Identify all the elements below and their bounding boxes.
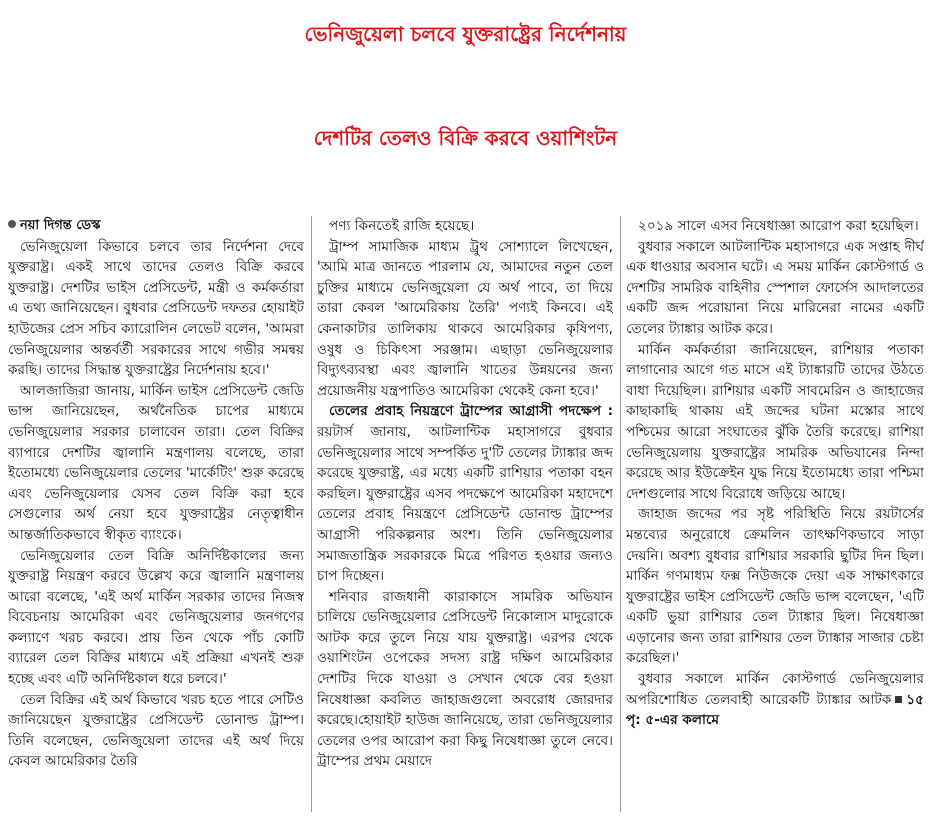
paragraph: ট্রাম্প সামাজিক মাধ্যম ট্রুথ সোশ্যালে লিখেছেন, 'আমি মাত্র জানতে পারলাম যে, আমাদের নতুন তেল চুক্তির মাধ্যমে ভেনিজুয়েলা যে অর্থ পাবে, তা দিয়ে তারা কেবল 'আমেরিকায় তৈরি' পণ্যই কিনবে। এই কেনাকাটার তালিকায় থাকবে আমেরিকার কৃষিপণ্য, ওষুধ ও চিকিৎসা সরঞ্জাম। এছাড়া ভেনিজুয়েলার বিদ্যুৎব্যবস্থা এবং জ্বালানি খাতের উন্নয়নের জন্য প্রয়োজনীয় যন্ত্রপাতিও আমেরিকা থেকেই কেনা হবে।': [317, 238, 613, 399]
square-bullet-icon: [895, 696, 902, 703]
paragraph: [626, 669, 924, 731]
bullet-icon: [8, 220, 16, 228]
paragraph-text: রয়টার্স জানায়, আটলান্টিক মহাসাগরে বুধবার ভেনিজুয়েলার সাথে সম্পর্কিত দু'টি তেলের ট্যাঙ্কার জব্দ করেছে যুক্তরাষ্ট্র, এর মধ্যে একটি রাশিয়ার পতাকা বহন করছিল। যুক্তরাষ্ট্রের এসব পদক্ষেপে আমেরিকা মহাদেশে তেলের প্রবাহ নিয়ন্ত্রণে প্রেসিডেন্ট ডোনাল্ড ট্রাম্পের আগ্রাসী পরিকল্পনার অংশ। তিনি ভেনিজুয়েলার সমাজতান্ত্রিক সরকারকে মিত্রে পরিণত হওয়ার জন্যও চাপ দিচ্ছেন।: [317, 423, 613, 585]
paragraph: পণ্য কিনতেই রাজি হয়েছে।: [329, 218, 475, 234]
column-divider: [311, 216, 312, 812]
paragraph: তেল বিক্রির এই অর্থ কিভাবে খরচ হতে পারে সেটিও জানিয়েছেন যুক্তরাষ্ট্রের প্রেসিডেন্ট ডোনাল্ড ট্রাম্প। তিনি বলেছেন, ভেনিজুয়েলা তাদের এই অর্থ দিয়ে কেবল আমেরিকার তৈরি: [8, 691, 304, 770]
paragraph: ভেনিজুয়েলার তেল বিক্রি অনির্দিষ্টকালের জন্য যুক্তরাষ্ট্র নিয়ন্ত্রণ করবে উল্লেখ করে জ্বালানি মন্ত্রণালয় আরো বলেছে, 'এই অর্থ মার্কিন সরকার তাদের নিজস্ব বিবেচনায় আমেরিকা এবং ভেনিজুয়েলার জনগণের কল্যাণে খরচ করবে। প্রায় তিন থেকে পাঁচ কোটি ব্যারেল তেল বিক্রির মাধ্যমে এই প্রক্রিয়া এখনই শুরু হচ্ছে এবং এটি অনির্দিষ্টকাল ধরে চলবে।': [8, 547, 304, 688]
continued-note[interactable]: ১৫ পৃ: ৫-এর কলামে: [626, 691, 924, 729]
headline-line-2: দেশটির তেলও বিক্রি করবে ওয়াশিংটন: [313, 126, 618, 150]
article-column-2: [317, 216, 613, 812]
article-column-1: [8, 216, 304, 812]
paragraph: বুধবার সকালে আটলান্টিক মহাসাগরে এক সপ্তাহ দীর্ঘ এক ধাওয়ার অবসান ঘটে। এ সময় মার্কিন কোস্টগার্ড ও দেশটির সামরিক বাহিনীর স্পেশাল ফোর্সেস আদালতের একটি জব্দ পরোয়ানা নিয়ে মারিনেরা নামের একটি তেলের ট্যাঙ্কার আটক করে।: [626, 238, 924, 337]
paragraph: জাহাজ জব্দের পর সৃষ্ট পরিস্থিতি নিয়ে রয়টার্সের মন্তব্যের অনুরোধে ক্রেমলিন তাৎক্ষণিকভাবে সাড়া দেয়নি। অবশ্য বুধবার রাশিয়ার সরকারি ছুটির দিন ছিল। মার্কিন গণমাধ্যম ফক্স নিউজকে দেয়া এক সাক্ষাৎকারে যুক্তরাষ্ট্রের ভাইস প্রেসিডেন্ট জেডি ভান্স বলেছেন, 'এটি একটি ভুয়া রাশিয়ার তেল ট্যাঙ্কার ছিল। নিষেধাজ্ঞা এড়ানোর জন্য তারা রাশিয়ার তেল ট্যাঙ্কার সাজার চেষ্টা করেছিল।': [626, 506, 924, 667]
column-divider: [620, 216, 621, 812]
sub-heading: তেলের প্রবাহ নিয়ন্ত্রণে ট্রাম্পের আগ্রাসী পদক্ষেপ: [329, 403, 602, 420]
paragraph-with-subheading: তেলের প্রবাহ নিয়ন্ত্রণে ট্রাম্পের আগ্রাসী পদক্ষেপ : রয়টার্স জানায়, আটলান্টিক মহাসাগরে বুধবার ভেনিজুয়েলার সাথে সম্পর্কিত দু'টি তেলের ট্যাঙ্কার জব্দ করেছে যুক্তরাষ্ট্র, এর মধ্যে একটি রাশিয়ার পতাকা বহন করছিল। যুক্তরাষ্ট্রের এসব পদক্ষেপে আমেরিকা মহাদেশে তেলের প্রবাহ নিয়ন্ত্রণে প্রেসিডেন্ট ডোনাল্ড ট্রাম্পের আগ্রাসী পরিকল্পনার অংশ। তিনি ভেনিজুয়েলার সমাজতান্ত্রিক সরকারকে মিত্রে পরিণত হওয়ার জন্যও চাপ দিচ্ছেন।: [317, 403, 613, 585]
paragraph: ২০১৯ সালে এসব নিষেধাজ্ঞা আরোপ করা হয়েছিল।: [638, 218, 919, 234]
paragraph: মার্কিন কর্মকর্তারা জানিয়েছেন, রাশিয়ার পতাকা লাগানোর আগে গত মাসে এই ট্যাঙ্কারটি তাদের উঠতে বাধা দিয়েছিল। রাশিয়ার একটি সাবমেরিন ও জাহাজের কাছাকাছি থাকায় এই জব্দের ঘটনা মস্কোর সাথে পশ্চিমের আরো সংঘাতের ঝুঁকি তৈরি করেছে। রাশিয়া ভেনিজুয়েলায় যুক্তরাষ্ট্রের সামরিক অভিযানের নিন্দা করেছে আর ইউক্রেইন যুদ্ধ নিয়ে ইতোমধ্যে তারা পশ্চিমা দেশগুলোর সাথে বিরোধে জড়িয়ে আছে।: [626, 341, 924, 502]
byline: [8, 216, 304, 237]
article-column-3: [626, 216, 924, 812]
headline-line-1: ভেনিজুয়েলা চলবে যুক্তরাষ্ট্রের নির্দেশনায়: [304, 22, 627, 46]
paragraph: আলজাজিরা জানায়, মার্কিন ভাইস প্রেসিডেন্ট জেডি ভান্স জানিয়েছেন, অর্থনৈতিক চাপের মাধ্যমে ভেনিজুয়েলার সরকার চালাবেন তারা। তেল বিক্রির ব্যাপারে দেশটির জ্বালানি মন্ত্রণালয় বলেছে, তারা ইতোমধ্যে ভেনিজুয়েলার তেলের 'মার্কেটিং' শুরু করেছে এবং ভেনিজুয়েলার যেসব তেল বিক্রি করা হবে সেগুলোর অর্থ নেয়া হবে যুক্তরাষ্ট্রের নেতৃত্বাধীন আন্তর্জাতিকভাবে স্বীকৃত ব্যাংকে।: [8, 382, 304, 543]
byline-text: নয়া দিগন্ত ডেস্ক: [20, 218, 101, 233]
paragraph-text: বুধবার সকালে মার্কিন কোস্টগার্ড ভেনিজুয়েলার অপরিশোধিত তেলবাহী আরেকটি ট্যাঙ্কার আটক: [626, 671, 924, 708]
paragraph: ভেনিজুয়েলা কিভাবে চলবে তার নির্দেশনা দেবে যুক্তরাষ্ট্র। একই সাথে তাদের তেলও বিক্রি করবে যুক্তরাষ্ট্র। দেশটির ভাইস প্রেসিডেন্ট, মন্ত্রী ও কর্মকর্তারা এ তথ্য জানিয়েছেন। বুধবার প্রেসিডেন্ট দফতর হোয়াইট হাউজের প্রেস সচিব ক্যারোলিন লেভেট বলেন, 'আমরা ভেনিজুয়েলার অন্তর্বর্তী সরকারের সাথে গভীর সমন্বয় করছি। তাদের সিদ্ধান্ত যুক্তরাষ্ট্রের নির্দেশনায় হবে।': [8, 238, 304, 379]
paragraph: শনিবার রাজধানী কারাকাসে সামরিক অভিযান চালিয়ে ভেনিজুয়েলার প্রেসিডেন্ট নিকোলাস মাদুরোকে আটক করে তুলে নিয়ে যায় যুক্তরাষ্ট্র। এরপর থেকে ওয়াশিংটন ওপেকের সদস্য রাষ্ট্র দক্ষিণ আমেরিকার দেশটির দিকে যাওয়া ও সেখান থেকে বের হওয়া নিষেধাজ্ঞা কবলিত জাহাজগুলো অবরোধ জোরদার করেছে।হোয়াইট হাউজ জানিয়েছে, তারা ভেনিজুয়েলার তেলের ওপর আরোপ করা কিছু নিষেধাজ্ঞা তুলে নেবে। ট্রাম্পের প্রথম মেয়াদে: [317, 588, 613, 770]
